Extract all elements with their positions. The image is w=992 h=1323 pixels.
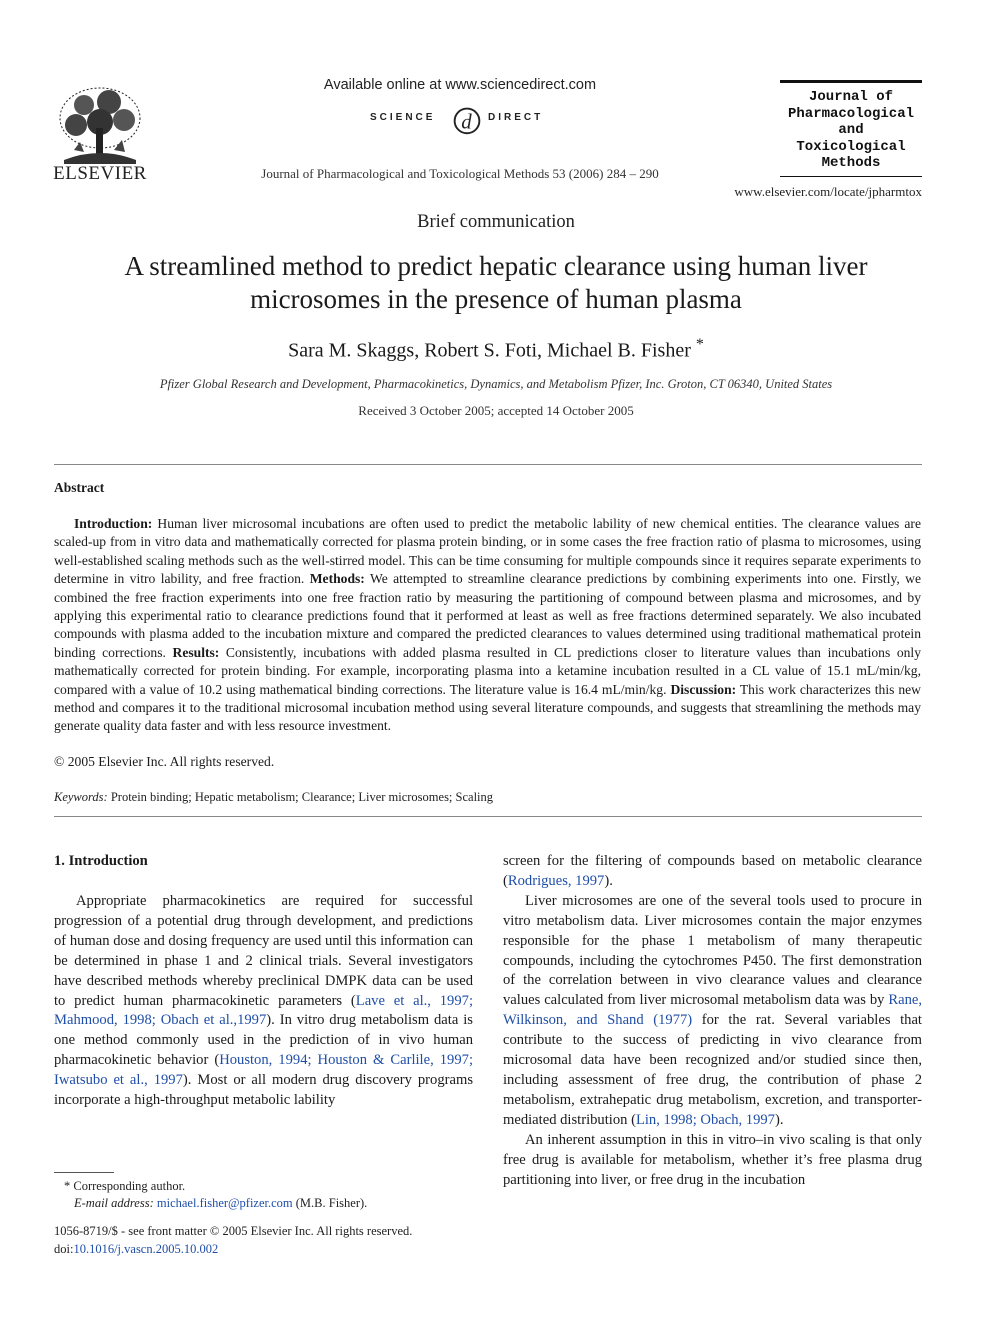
paragraph-text: screen for the filtering of compounds based on metabolic clearance ( <box>503 853 922 889</box>
keywords-label: Keywords: <box>54 790 108 804</box>
doi-label: doi: <box>54 1241 74 1256</box>
divider <box>54 464 922 465</box>
discussion-text: This work characterizes this new method and compares it to the traditional microsomal incubation method using several literature compounds, and suggests that streamlining the methods may generate quality data faster and with less resource investment. <box>54 681 922 734</box>
article-title <box>60 250 932 316</box>
discussion-label: Discussion: <box>670 681 737 697</box>
journal-title-line: Methods <box>821 155 881 171</box>
email-suffix: (M.B. Fisher). <box>292 1196 368 1210</box>
author-list <box>0 336 992 363</box>
paragraph-text: for the rat. Several variables that contribute to the success of predicting in vivo clearance from microsomal data have been recognized and/or studied since then, including assessment of free drug, the contribution of phase 2 metabolism, extrahepatic drug metabolism, excretion, and transporter-mediated distribution ( <box>503 1012 922 1128</box>
journal-title-line: Journal of <box>808 89 893 105</box>
citation-link[interactable]: Lin, 1998; Obach, 1997 <box>635 1111 775 1128</box>
sciencedirect-logo <box>370 100 550 140</box>
doi-link[interactable]: 10.1016/j.vascn.2005.10.002 <box>73 1241 219 1256</box>
keywords-text: Protein binding; Hepatic metabolism; Clearance; Liver microsomes; Scaling <box>107 790 494 804</box>
journal-title <box>776 89 926 172</box>
methods-text: We attempted to streamline clearance predictions by combining experiments into one. Firstly, we combined the free fraction experiments into one free fraction ratio by measuring the partitioning of compound between plasma and microsomes, and by applying this experimental ratio to clearance predictions found that it performed at least as well as free fractions determined separately. We also incubated compounds with plasma added to the incubation mixture and compared the predicted clearances to values determined using traditional mathematical protein binding corrections. <box>54 571 922 660</box>
section-heading: 1. Introduction <box>54 853 148 869</box>
journal-url[interactable]: www.elsevier.com/locate/jpharmtox <box>734 184 922 199</box>
paragraph-text: ). Most or all modern drug discovery programs incorporate a high-throughput metabolic lability <box>54 1072 473 1109</box>
citation-link[interactable]: Rodrigues, 1997 <box>507 872 605 889</box>
affiliation: Pfizer Global Research and Development, Pharmacokinetics, Dynamics, and Metabolism Pfizer, Inc. Groton, CT 06340, United States <box>159 377 833 391</box>
article-type: Brief communication <box>417 212 575 232</box>
right-column <box>503 852 922 1190</box>
paragraph-text: ). <box>604 872 613 889</box>
paragraph-text: Liver microsomes are one of the several tools used to procure in vitro metabolism data. Liver microsomes contain the major enzymes responsible for the phase 1 metabolism of many therapeutic compounds, including the cytochromes P450. The first demonstration of the correlation between in vivo clearance values and clearance values calculated from liver microsomal metabolism data was by <box>503 892 922 1009</box>
title-line: microsomes in the presence of human plasma <box>250 284 742 314</box>
title-line: A streamlined method to predict hepatic clearance using human liver <box>124 251 868 281</box>
intro-text: Human liver microsomal incubations are often used to predict the metabolic lability of new chemical entities. The clearance values are scaled-up from in vitro data and mathematically corrected for plasma protein binding, or in some cases the free fraction ratio of plasma to microsomes, using well-established scaling methods such as the well-stirred model. This can be time consuming for multiple compounds since it requires separate experiments to determine in vitro lability, and free fraction. <box>54 516 921 587</box>
footnote <box>54 1178 367 1212</box>
paragraph-text: ). <box>774 1111 784 1128</box>
email-link[interactable]: michael.fisher@pfizer.com <box>156 1196 293 1210</box>
abstract-body <box>54 515 921 736</box>
citation-link[interactable]: Lave et al., 1997; Mahmood, 1998; Obach et al.,1997 <box>54 992 473 1029</box>
paragraph-text: Appropriate pharmacokinetics are required for successful progression of a potential drug through development, and predictions of human dose and dosing frequency are used until this information can be determined in phase 1 and 2 clinical trials. Several investigators have described methods whereby preclinical DMPK data can be used to predict human pharmacokinetic parameters ( <box>54 893 473 1009</box>
keywords <box>54 790 493 805</box>
sd-right-text: DIRECT <box>488 112 544 123</box>
svg-text:d: d <box>461 109 472 134</box>
corresponding-author-mark[interactable]: * <box>695 336 704 353</box>
journal-citation: Journal of Pharmacological and Toxicological Methods 53 (2006) 284 – 290 <box>261 166 659 181</box>
abstract-heading: Abstract <box>54 480 105 495</box>
corresponding-author-note: Corresponding author. <box>73 1179 186 1193</box>
intro-label: Introduction: <box>74 516 153 531</box>
results-text: Consistently, incubations with added plasma resulted in CL predictions closer to literature values than incubations only mathematically corrected for protein binding. For example, incorporating plasma into a ketamine incubation resulted in a CL value of 15.1 mL/min/kg, compared with a value of 10.2 using mathematical binding corrections. The literature value is 16.4 mL/min/kg. <box>54 644 922 697</box>
divider <box>54 816 922 817</box>
journal-title-line: Pharmacological <box>787 105 915 122</box>
abstract-copyright: © 2005 Elsevier Inc. All rights reserved. <box>54 754 275 769</box>
journal-title-line: and <box>838 122 864 138</box>
citation-link[interactable]: Houston, 1994; Houston & Carlile, 1997; Iwatsubo et al., 1997 <box>54 1052 473 1089</box>
citation-link[interactable]: Rane, Wilkinson, and Shand (1977) <box>503 992 922 1029</box>
journal-title-line: Toxicological <box>796 138 906 155</box>
footnote-divider <box>54 1172 114 1173</box>
received-dates: Received 3 October 2005; accepted 14 October 2005 <box>358 403 634 418</box>
results-label: Results: <box>172 644 220 660</box>
publisher-name: ELSEVIER <box>53 163 147 184</box>
issn-text: 1056-8719/$ - see front matter © 2005 Elsevier Inc. All rights reserved. <box>54 1224 413 1238</box>
paragraph-text: ). In vitro drug metabolism data is one method commonly used in the prediction of in vivo human pharmacokinetic behavior ( <box>54 1012 473 1069</box>
available-online-text: Available online at www.sciencedirect.com <box>323 77 597 93</box>
methods-label: Methods: <box>309 571 365 587</box>
email-label: E-mail address: <box>74 1196 154 1210</box>
left-column <box>54 892 473 1111</box>
paragraph-text: An inherent assumption in this in vitro–in vivo scaling is that only free drug is available for metabolism, whether it’s free plasma drug partitioning into liver, or free drug in the incubation <box>503 1131 922 1188</box>
authors-text: Sara M. Skaggs, Robert S. Foti, Michael B. Fisher <box>288 339 691 362</box>
footnote-mark: * <box>64 1179 71 1193</box>
sd-left-text: SCIENCE <box>370 112 436 123</box>
issn-line <box>54 1223 412 1258</box>
sd-d-icon <box>448 100 486 138</box>
